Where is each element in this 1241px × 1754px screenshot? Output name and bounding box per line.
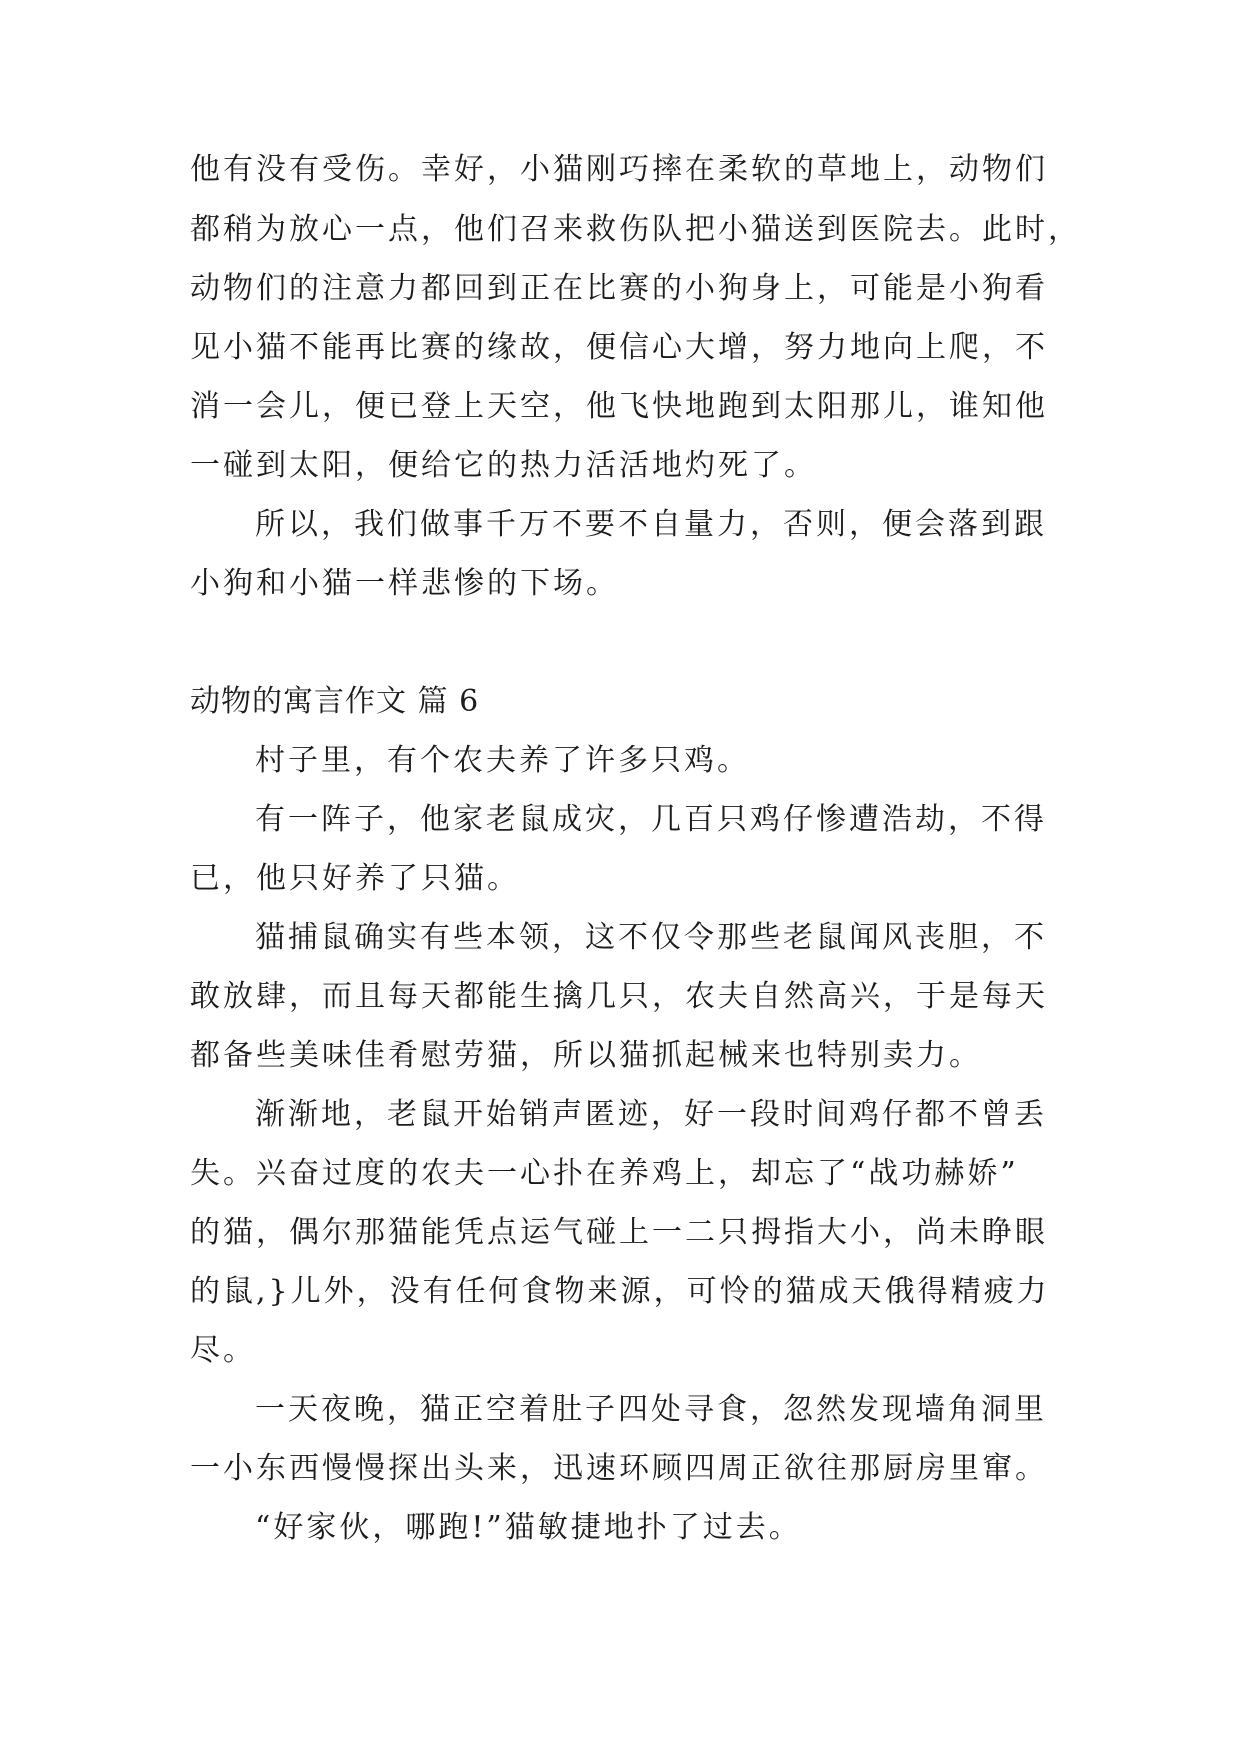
section-heading: 动物的寓言作文 篇 6 — [190, 684, 480, 719]
paragraph-line: 村子里，有个农夫养了许多只鸡。 — [255, 743, 750, 778]
paragraph-line: 动物们的注意力都回到正在比赛的小狗身上，可能是小狗看 — [190, 271, 1048, 306]
paragraph-line: 的猫，偶尔那猫能凭点运气碰上一二只拇指大小，尚未睁眼 — [190, 1215, 1048, 1250]
paragraph-line: 尽。 — [190, 1333, 256, 1368]
paragraph-line: 都稍为放心一点，他们召来救伤队把小猫送到医院去。此时， — [190, 212, 1081, 247]
paragraph-line: 见小猫不能再比赛的缘故，便信心大增，努力地向上爬，不 — [190, 330, 1048, 365]
paragraph-line: 一小东西慢慢探出头来，迅速环顾四周正欲往那厨房里窜。 — [190, 1451, 1048, 1486]
paragraph-line: 小狗和小猫一样悲惨的下场。 — [190, 566, 619, 601]
paragraph-line: 失。兴奋过度的农夫一心扑在养鸡上，却忘了“战功赫娇” — [190, 1156, 1019, 1191]
paragraph-line: 所以，我们做事千万不要不自量力，否则，便会落到跟 — [255, 507, 1047, 542]
paragraph-line: “好家伙，哪跑!”猫敏捷地扑了过去。 — [255, 1510, 802, 1545]
paragraph-line: 渐渐地，老鼠开始销声匿迹，好一段时间鸡仔都不曾丢 — [255, 1097, 1047, 1132]
paragraph-line: 他有没有受伤。幸好，小猫刚巧摔在柔软的草地上，动物们 — [190, 152, 1048, 187]
paragraph-line: 一天夜晚，猫正空着肚子四处寻食，忽然发现墙角洞里 — [255, 1392, 1047, 1427]
paragraph-line: 一碰到太阳，便给它的热力活活地灼死了。 — [190, 448, 817, 483]
paragraph-line: 猫捕鼠确实有些本领，这不仅令那些老鼠闻风丧胆，不 — [255, 920, 1047, 955]
paragraph-line: 都备些美味佳肴慰劳猫，所以猫抓起械来也特别卖力。 — [190, 1038, 982, 1073]
paragraph-line: 的鼠,}儿外，没有任何食物来源，可怜的猫成天俄得精疲力 — [190, 1274, 1050, 1309]
paragraph-line: 已，他只好养了只猫。 — [190, 861, 520, 896]
paragraph-line: 消一会儿，便已登上天空，他飞快地跑到太阳那儿，谁知他 — [190, 389, 1048, 424]
paragraph-line: 敢放肆，而且每天都能生擒几只，农夫自然高兴，于是每天 — [190, 979, 1048, 1014]
paragraph-line: 有一阵子，他家老鼠成灾，几百只鸡仔惨遭浩劫，不得 — [255, 802, 1047, 837]
